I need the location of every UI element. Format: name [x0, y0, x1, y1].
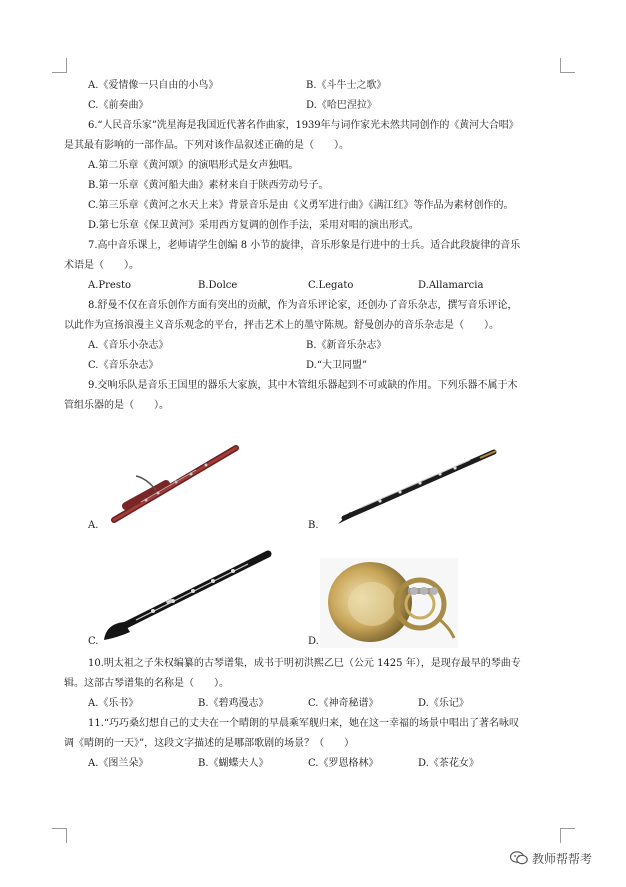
q11-option-c: C.《罗恩格林》: [308, 758, 379, 769]
bassoon-icon: [96, 440, 246, 530]
clarinet-icon: [98, 548, 278, 643]
q9-option-b-label: B.: [308, 520, 319, 531]
q11-stem-line-1: 11.“巧巧桑幻想自己的丈夫在一个晴朗的早晨乘军舰归来，她在这一幸福的场景中唱出了著名咏叹: [88, 718, 520, 729]
q9-option-c-label: C.: [88, 636, 99, 647]
q5-option-a: A.《爱情像一只自由的小鸟》: [88, 80, 219, 91]
q10-option-b: B.《碧鸡漫志》: [198, 698, 269, 709]
q6-stem-line-2: 是其最有影响的一部作品。下列对该作品叙述正确的是（ ）。: [64, 140, 349, 151]
crop-mark-bottom-right: [560, 828, 575, 843]
oboe-icon: [330, 446, 500, 526]
q10-stem-line-2: 辑。这部古琴谱集的名称是（ ）。: [64, 678, 229, 689]
q6-stem-line-1: 6.“人民音乐家”冼星海是我国近代著名作曲家，1939年与词作家光未然共同创作的《黄河大合唱》: [88, 120, 519, 131]
q8-option-d: D.“大卫同盟”: [306, 360, 368, 371]
watermark-text: 教师帮帮考: [532, 852, 593, 866]
crop-mark-top-right: [560, 58, 575, 73]
q8-option-a: A.《音乐小杂志》: [88, 340, 169, 351]
q5-options-row-2: [64, 96, 564, 116]
q7-option-b: B.Dolce: [198, 280, 238, 291]
q6-option-a: A.第二乐章《黄河颂》的演唱形式是女声独唱。: [88, 160, 299, 171]
q10-option-a: A.《乐书》: [88, 698, 139, 709]
crop-mark-bottom-left: [52, 828, 67, 843]
q9-stem-line-2: 管组乐器的是（ ）。: [64, 400, 169, 411]
q10-options-row: [64, 694, 564, 714]
crop-mark-top-left: [52, 58, 67, 73]
question-list: [64, 76, 564, 416]
q11-option-a: A.《图兰朵》: [88, 758, 149, 769]
q5-option-b: B.《斗牛士之歌》: [306, 80, 387, 91]
q8-options-row-1: [64, 336, 564, 356]
q10-option-d: D.《乐记》: [418, 698, 469, 709]
q10-stem-line-1: 10.明太祖之子朱权编纂的古琴谱集，成书于明初洪熙乙巳（公元 1425 年），是现存最早的琴曲专: [88, 658, 521, 669]
q8-option-b: B.《新音乐杂志》: [306, 340, 387, 351]
french-horn-icon: [320, 558, 458, 648]
q6-option-b: B.第一乐章《黄河船夫曲》素材来自于陕西劳动号子。: [88, 180, 329, 191]
watermark: [510, 850, 592, 868]
q9-option-d-label: D.: [308, 636, 319, 647]
q7-options-row: [64, 276, 564, 296]
q8-options-row-2: [64, 356, 564, 376]
q11-option-d: D.《茶花女》: [418, 758, 479, 769]
q5-options-row-1: [64, 76, 564, 96]
q9-stem-line-1: 9.交响乐队是音乐王国里的器乐大家族，其中木管组乐器起到不可或缺的作用。下列乐器不属于木: [88, 380, 518, 391]
wechat-icon: [510, 851, 528, 868]
q8-stem-line-1: 8.舒曼不仅在音乐创作方面有突出的贡献，作为音乐评论家，还创办了音乐杂志，撰写音乐评论，: [88, 300, 518, 311]
q6-option-d: D.第七乐章《保卫黄河》采用西方复调的创作手法，采用对唱的演出形式。: [88, 220, 419, 231]
q8-stem-line-2: 以此作为宣扬浪漫主义音乐观念的平台，抨击艺术上的墨守陈规。舒曼创办的音乐杂志是（ ）。: [64, 320, 499, 331]
q5-option-c: C.《前奏曲》: [88, 100, 149, 111]
q7-stem-line-2: 术语是（ ）。: [64, 260, 139, 271]
q9-option-a-label: A.: [88, 520, 99, 531]
q5-option-d: D.《哈巴涅拉》: [306, 100, 377, 111]
q7-option-c: C.Legato: [308, 280, 354, 291]
q7-option-a: A.Presto: [88, 280, 131, 291]
q7-stem-line-1: 7.高中音乐课上，老师请学生创编 8 小节的旋律，音乐形象是行进中的士兵。适合此段旋律的音乐: [88, 240, 521, 251]
q8-option-c: C.《音乐杂志》: [88, 360, 159, 371]
q10-option-c: C.《神奇秘谱》: [308, 698, 379, 709]
q11-options-row: [64, 754, 564, 774]
q11-option-b: B.《蝴蝶夫人》: [198, 758, 269, 769]
q7-option-d: D.Allamarcia: [418, 280, 484, 291]
q11-stem-line-2: 调《晴朗的一天》”，这段文字描述的是哪部歌剧的场景？（ ）: [64, 738, 355, 749]
question-list-continued: [64, 654, 564, 774]
q6-option-c: C.第三乐章《黄河之水天上来》背景音乐是由《义勇军进行曲》《满江红》等作品为素材创作的。: [88, 200, 514, 211]
